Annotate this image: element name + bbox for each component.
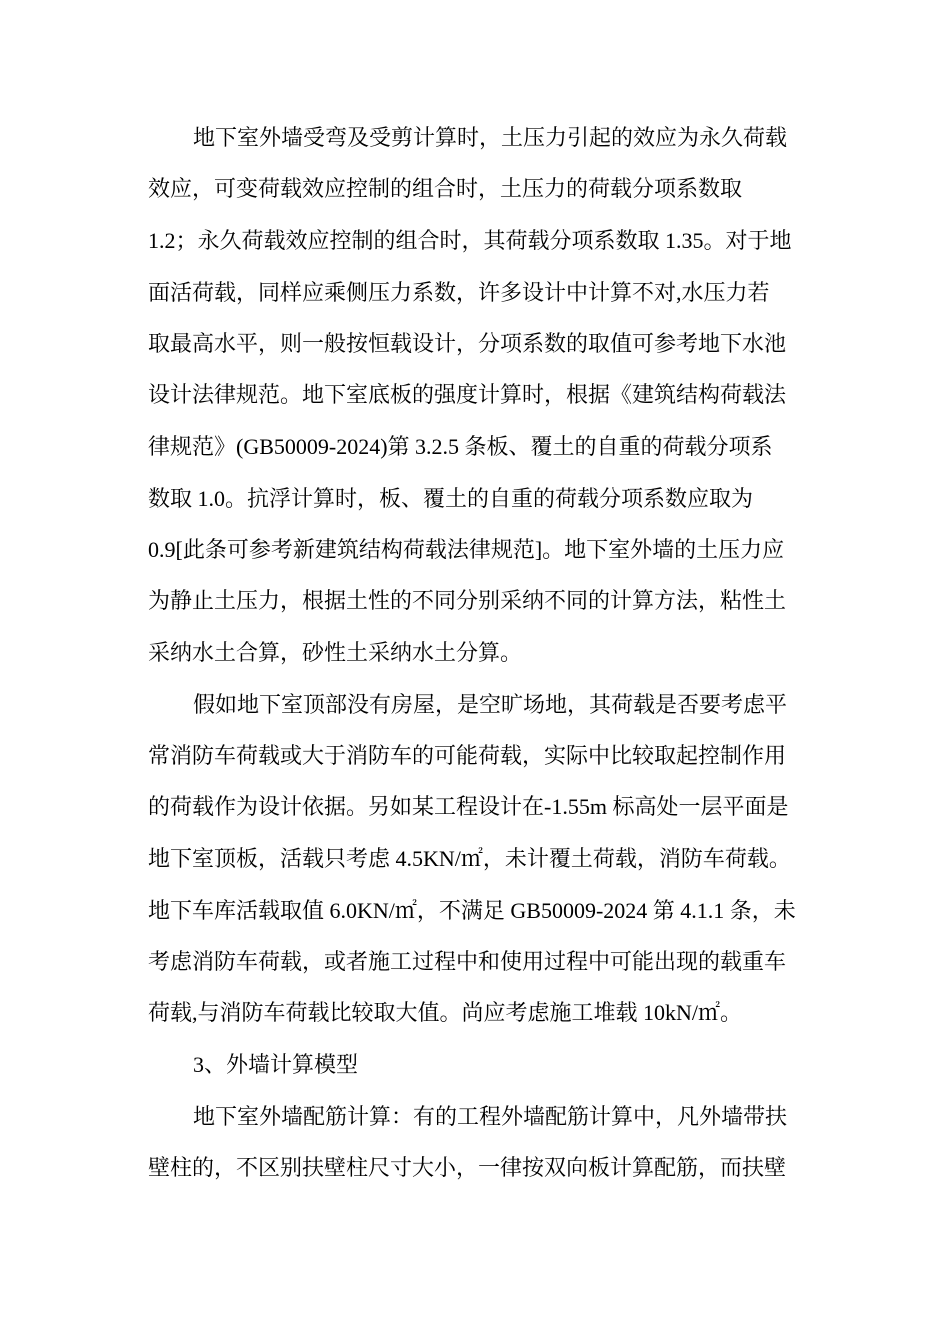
paragraph-line: 为静止土压力，根据土性的不同分别采纳不同的计算方法，粘性土 (148, 588, 787, 613)
paragraph-line: 地下室顶板，活载只考虑 4.5KN/㎡，未计覆土荷载，消防车荷载。 (148, 846, 791, 871)
paragraph-line: 地下室外墙受弯及受剪计算时，土压力引起的效应为永久荷载 (193, 125, 788, 150)
paragraph-line: 荷载,与消防车荷载比较取大值。尚应考虑施工堆载 10kN/㎡。 (148, 1000, 743, 1025)
paragraph-line: 考虑消防车荷载，或者施工过程中和使用过程中可能出现的载重车 (148, 949, 787, 974)
paragraph-line: 律规范》(GB50009-2024)第 3.2.5 条板、覆土的自重的荷载分项系 (148, 434, 773, 459)
section-heading: 3、外墙计算模型 (193, 1052, 359, 1077)
paragraph-line: 壁柱的，不区别扶壁柱尺寸大小，一律按双向板计算配筋，而扶壁 (148, 1155, 787, 1180)
paragraph-line: 地下车库活载取值 6.0KN/㎡，不满足 GB50009-2024 第 4.1.1 条，未 (148, 898, 796, 923)
paragraph-line: 0.9[此条可参考新建筑结构荷载法律规范]。地下室外墙的土压力应 (148, 537, 785, 562)
paragraph-line: 的荷载作为设计依据。另如某工程设计在-1.55m 标高处一层平面是 (148, 794, 789, 819)
paragraph-line: 面活荷载，同样应乘侧压力系数，许多设计中计算不对,水压力若 (148, 280, 770, 305)
paragraph-line: 采纳水土合算，砂性土采纳水土分算。 (148, 640, 523, 665)
paragraph-line: 地下室外墙配筋计算：有的工程外墙配筋计算中，凡外墙带扶 (193, 1104, 788, 1129)
paragraph-line: 假如地下室顶部没有房屋，是空旷场地，其荷载是否要考虑平 (193, 692, 788, 717)
paragraph-line: 效应，可变荷载效应控制的组合时，土压力的荷载分项系数取 (148, 176, 743, 201)
paragraph-line: 设计法律规范。地下室底板的强度计算时，根据《建筑结构荷载法 (148, 382, 787, 407)
paragraph-line: 常消防车荷载或大于消防车的可能荷载，实际中比较取起控制作用 (148, 743, 787, 768)
paragraph-line: 取最高水平，则一般按恒载设计，分项系数的取值可参考地下水池 (148, 331, 787, 356)
paragraph-line: 数取 1.0。抗浮计算时，板、覆土的自重的荷载分项系数应取为 (148, 486, 754, 511)
paragraph-line: 1.2；永久荷载效应控制的组合时，其荷载分项系数取 1.35。对于地 (148, 228, 792, 253)
